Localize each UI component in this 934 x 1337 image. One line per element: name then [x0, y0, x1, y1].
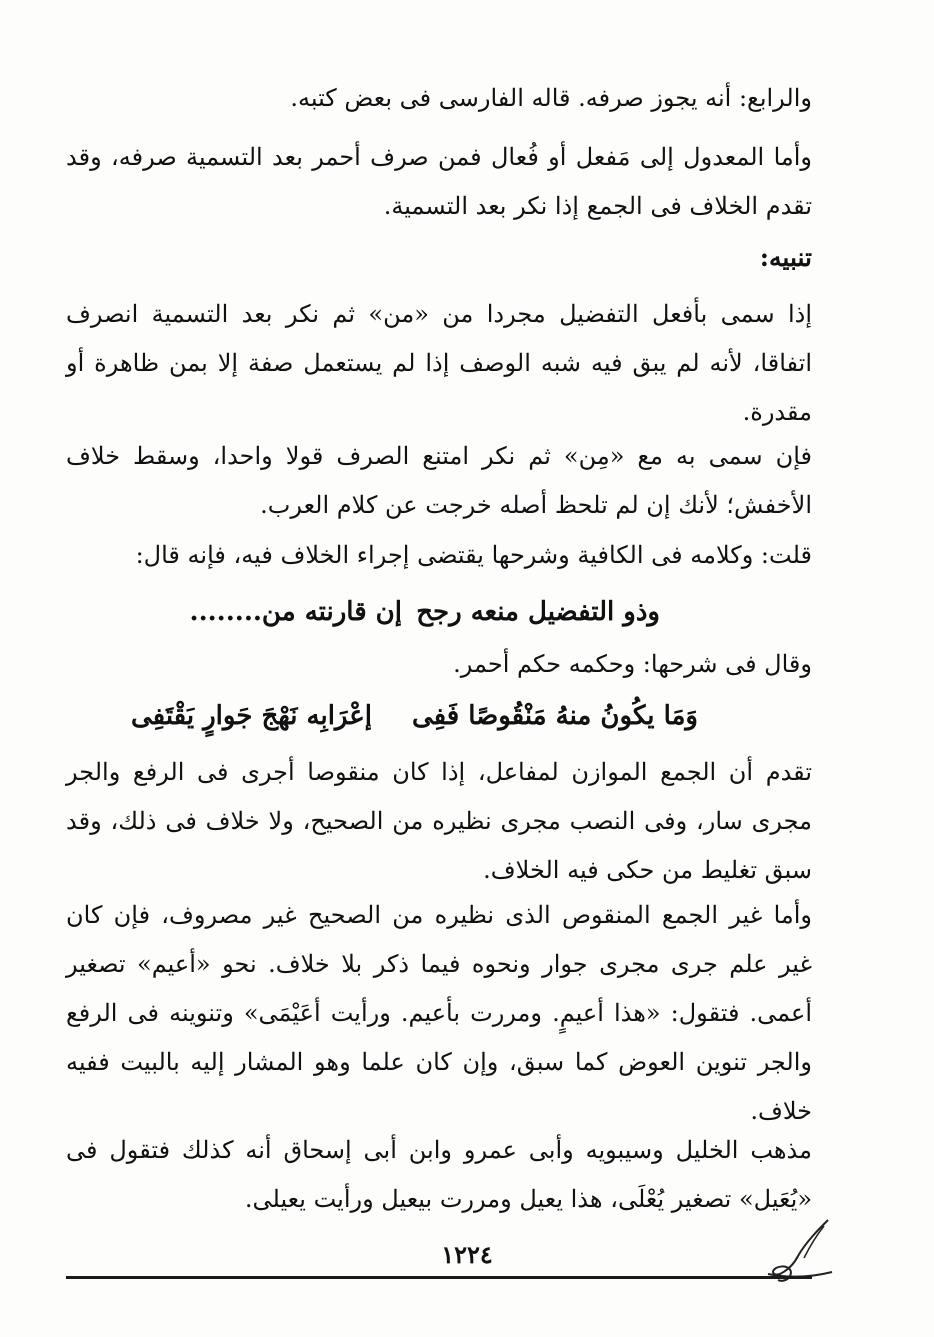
paragraph-sharh: وقال فى شرحها: وحكمه حكم أحمر. — [453, 650, 812, 678]
verse-2-first-hemistich: وَمَا يكُونُ منهُ مَنْقُوصًا فَفِى — [411, 701, 698, 731]
verse-line-2 — [66, 696, 812, 736]
paragraph-jam-mawazin: تقدم أن الجمع الموازن لمفاعل، إذا كان منقوصا أجرى فى الرفع والجر مجرى سار، وفى النصب مجرى نظيره من الصحيح، ولا خلاف فى ذلك، وقد سبق تغليط من حكى فيه الخلاف. — [66, 758, 813, 884]
paragraph-fourth-opinion: والرابع: أنه يجوز صرفه. قاله الفارسى فى بعض كتبه. — [290, 84, 812, 112]
paragraph-ghayr-jam: وأما غير الجمع المنقوص الذى نظيره من الصحيح غير مصروف، فإن كان غير علم جرى مجرى جوار ونحوه فيما ذكر بلا خلاف. نحو «أعيم» تصغير أعمى. فتقول: «هذا أعيمٍ. ومررت بأعيم. ورأيت أعَيْمَى» وتنوينه فى الرفع والجر تنوين العوض كما سبق، وإن كان علما وهو المشار إليه بالبيت ففيه خلاف. — [66, 901, 812, 1125]
paragraph-madul: وأما المعدول إلى مَفعل أو فُعال فمن صرف أحمر بعد التسمية صرفه، وقد تقدم الخلاف فى الجمع إذا نكر بعد التسمية. — [66, 143, 812, 220]
verse-line-1 — [66, 592, 812, 632]
section-heading-tanbih: تنبيه: — [759, 243, 812, 272]
paragraph-madhhab-khalil: مذهب الخليل وسيبويه وأبى عمرو وابن أبى إسحاق أنه كذلك فتقول فى «يُعَيل» تصغير يُعْلَى، هذا يعيل ومررت بيعيل ورأيت يعيلى. — [66, 1136, 812, 1213]
paragraph-tafdil-ma-min: فإن سمى به مع «مِن» ثم نكر امتنع الصرف قولا واحدا، وسقط خلاف الأخفش؛ لأنك إن لم تلحظ أصله خرجت عن كلام العرب. — [66, 442, 812, 519]
page-number: ١٢٢٤ — [441, 1240, 493, 1269]
footer-rule — [66, 1276, 812, 1279]
paragraph-tafdil-mujarrad: إذا سمى بأفعل التفضيل مجردا من «من» ثم نكر بعد التسمية انصرف اتفاقا، لأنه لم يبق فيه شبه الوصف إذا لم يستعمل صفة إلا بمن ظاهرة أو مقدرة. — [66, 300, 812, 426]
verse-2-second-hemistich: إعْرَابِه نَهْجَ جَوارٍ يَقْتَفِى — [131, 701, 372, 731]
paragraph-qultu: قلت: وكلامه فى الكافية وشرحها يقتضى إجراء الخلاف فيه، فإنه قال: — [135, 541, 812, 569]
verse-1-second-hemistich: إن قارنته من........ — [189, 597, 402, 627]
verse-1-first-hemistich: وذو التفضيل منعه رجح — [416, 597, 660, 627]
